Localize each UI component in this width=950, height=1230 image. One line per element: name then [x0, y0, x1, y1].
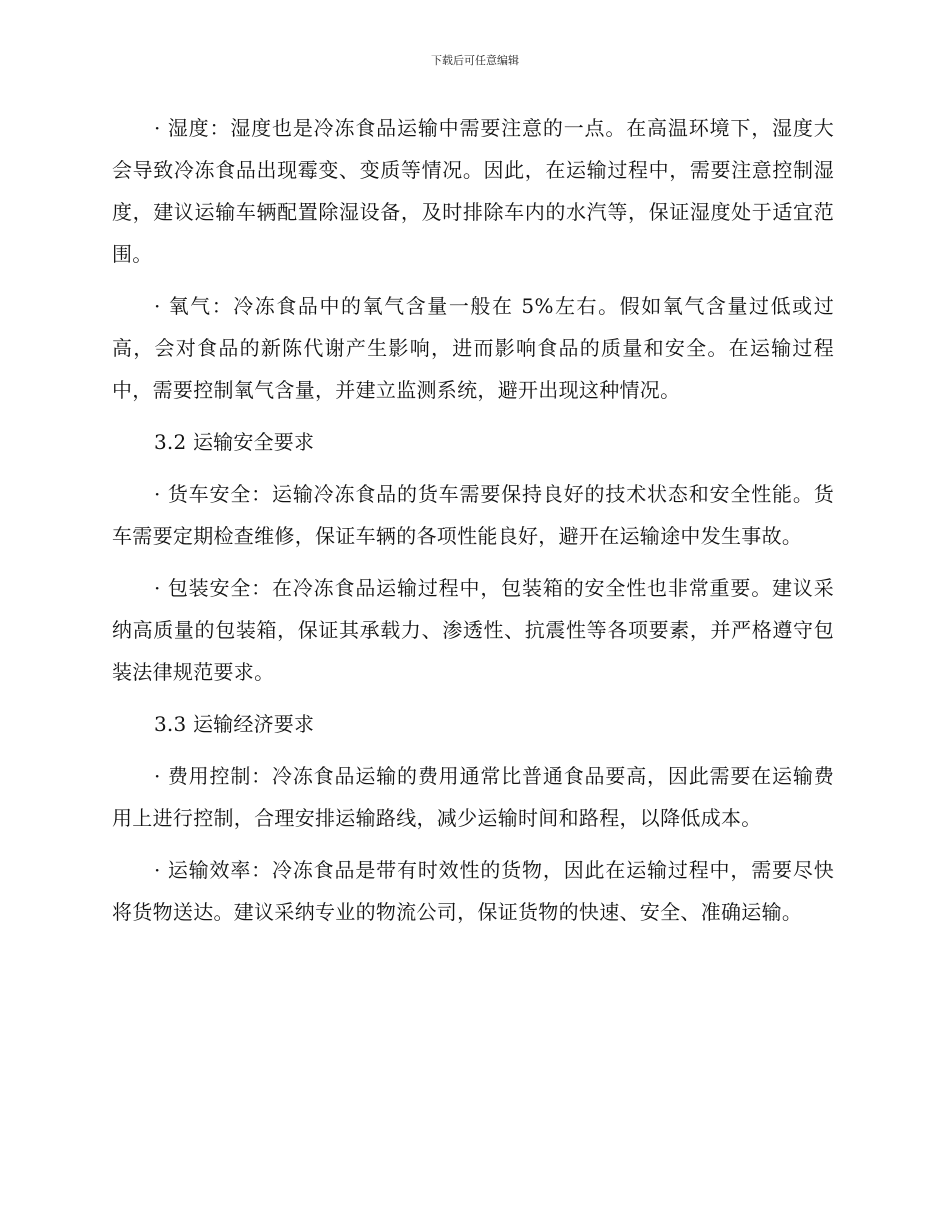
page-header: 下载后可任意编辑 — [431, 54, 519, 67]
paragraph-truck-safety: · 货车安全：运输冷冻食品的货车需要保持良好的技术状态和安全性能。货车需要定期检查维修，保证车辆的各项性能良好，避开在运输途中发生事故。 — [112, 482, 834, 548]
heading-transport-safety: 3.2 运输安全要求 — [154, 430, 315, 454]
document-body — [112, 107, 834, 933]
paragraph-packaging-safety: · 包装安全：在冷冻食品运输过程中，包装箱的安全性也非常重要。建议采纳高质量的包装箱，保证其承载力、渗透性、抗震性等各项要素，并严格遵守包装法律规范要求。 — [112, 576, 834, 684]
paragraph-humidity: · 湿度：湿度也是冷冻食品运输中需要注意的一点。在高温环境下，湿度大会导致冷冻食品出现霉变、变质等情况。因此，在运输过程中，需要注意控制湿度，建议运输车辆配置除湿设备，及时排除车内的水汽等，保证湿度处于适宜范围。 — [112, 116, 834, 266]
paragraph-oxygen: · 氧气：冷冻食品中的氧气含量一般在 5%左右。假如氧气含量过低或过高，会对食品的新陈代谢产生影响，进而影响食品的质量和安全。在运输过程中，需要控制氧气含量，并建立监测系统，避开出现这种情况。 — [112, 294, 834, 402]
paragraph-cost-control: · 费用控制：冷冻食品运输的费用通常比普通食品要高，因此需要在运输费用上进行控制，合理安排运输路线，减少运输时间和路程，以降低成本。 — [112, 764, 834, 830]
heading-transport-economy: 3.3 运输经济要求 — [154, 712, 315, 736]
paragraph-transport-efficiency: · 运输效率：冷冻食品是带有时效性的货物，因此在运输过程中，需要尽快将货物送达。建议采纳专业的物流公司，保证货物的快速、安全、准确运输。 — [112, 858, 834, 924]
